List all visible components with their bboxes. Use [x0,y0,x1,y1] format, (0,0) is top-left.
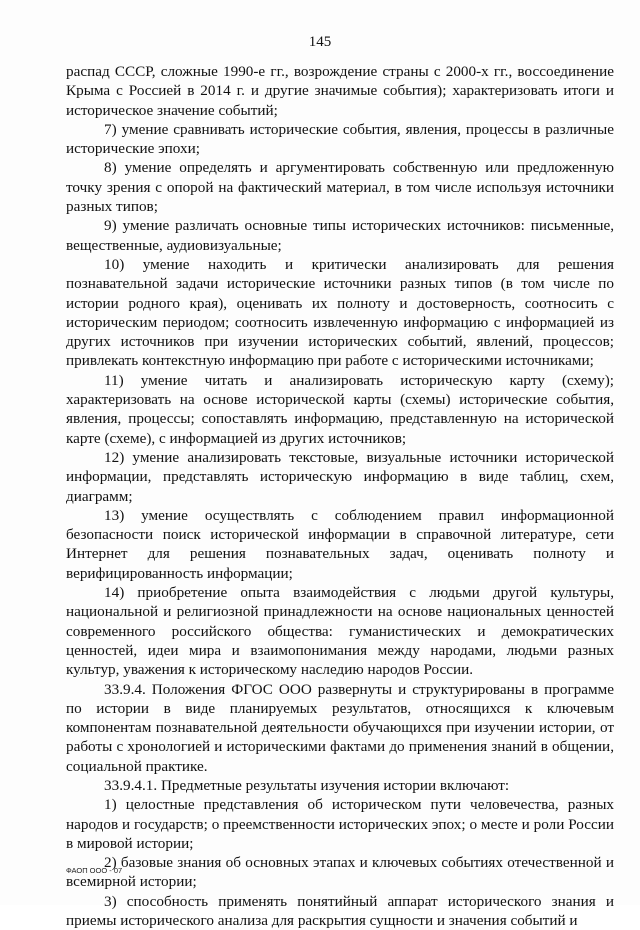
document-body [66,62,614,930]
paragraph: распад СССР, сложные 1990-е гг., возрождение страны с 2000-х гг., воссоединение Крыма с Россией в 2014 г. и другие значимые события); характеризовать итоги и историческое значение событий; [66,63,614,119]
footer-code: ФАОП ООО - 07 [66,866,123,875]
paragraph: 33.9.4.1. Предметные результаты изучения истории включают: [104,776,510,794]
paragraph: 1) целостные представления об историческом пути человечества, разных народов и государств; о преемственности исторических эпох; о месте и роли России в мировой истории; [66,796,614,852]
paragraph: 10) умение находить и критически анализировать для решения познавательной задачи исторические источники разных типов (в том числе по истории родного края), оценивать их полноту и достоверность, соотносить с историческим периодом; соотносить извлеченную информацию с информацией из других источников при изучении исторических событий, явлений, процессов; привлекать контекстную информацию при работе с историческими источниками; [66,255,614,370]
paragraph: 2) базовые знания об основных этапах и ключевых событиях отечественной и всемирной истории; [66,854,614,891]
paragraph: 3) способность применять понятийный аппарат исторического знания и приемы исторического анализа для раскрытия сущности и значения событий и [66,892,614,930]
paragraph: 9) умение различать основные типы исторических источников: письменные, вещественные, аудиовизуальные; [66,217,614,254]
paragraph: 11) умение читать и анализировать историческую карту (схему); характеризовать на основе исторической карты (схемы) исторические события, явления, процессы; сопоставлять информацию, представленную на исторической карте (схеме), с информацией из других источников; [66,371,614,447]
paragraph: 12) умение анализировать текстовые, визуальные источники исторической информации, представлять историческую информацию в виде таблиц, схем, диаграмм; [66,448,614,505]
paragraph: 13) умение осуществлять с соблюдением правил информационной безопасности поиск исторической информации в справочной литературе, сети Интернет для решения познавательных задач, оценивать полноту и верифицированность информации; [66,506,614,582]
paragraph: 14) приобретение опыта взаимодействия с людьми другой культуры, национальной и религиозной принадлежности на основе национальных ценностей современного российского общества: гуманистических и демократических ценностей, идеи мира и взаимопонимания между народами, людьми разных культур, уважения к историческому наследию народов России. [66,584,614,679]
paragraph: 7) умение сравнивать исторические события, явления, процессы в различные исторические эпохи; [66,120,614,158]
paragraph: 8) умение определять и аргументировать собственную или предложенную точку зрения с опорой на фактический материал, в том числе используя источники разных типов; [66,159,614,216]
paragraph: 33.9.4. Положения ФГОС ООО развернуты и структурированы в программе по истории в виде планируемых результатов, относящихся к ключевым компонентам познавательной деятельности обучающихся при изучении истории, от работы с хронологией и историческими фактами до применения знаний в общении, социальной практике. [66,680,614,775]
page-number: 145 [308,34,332,50]
